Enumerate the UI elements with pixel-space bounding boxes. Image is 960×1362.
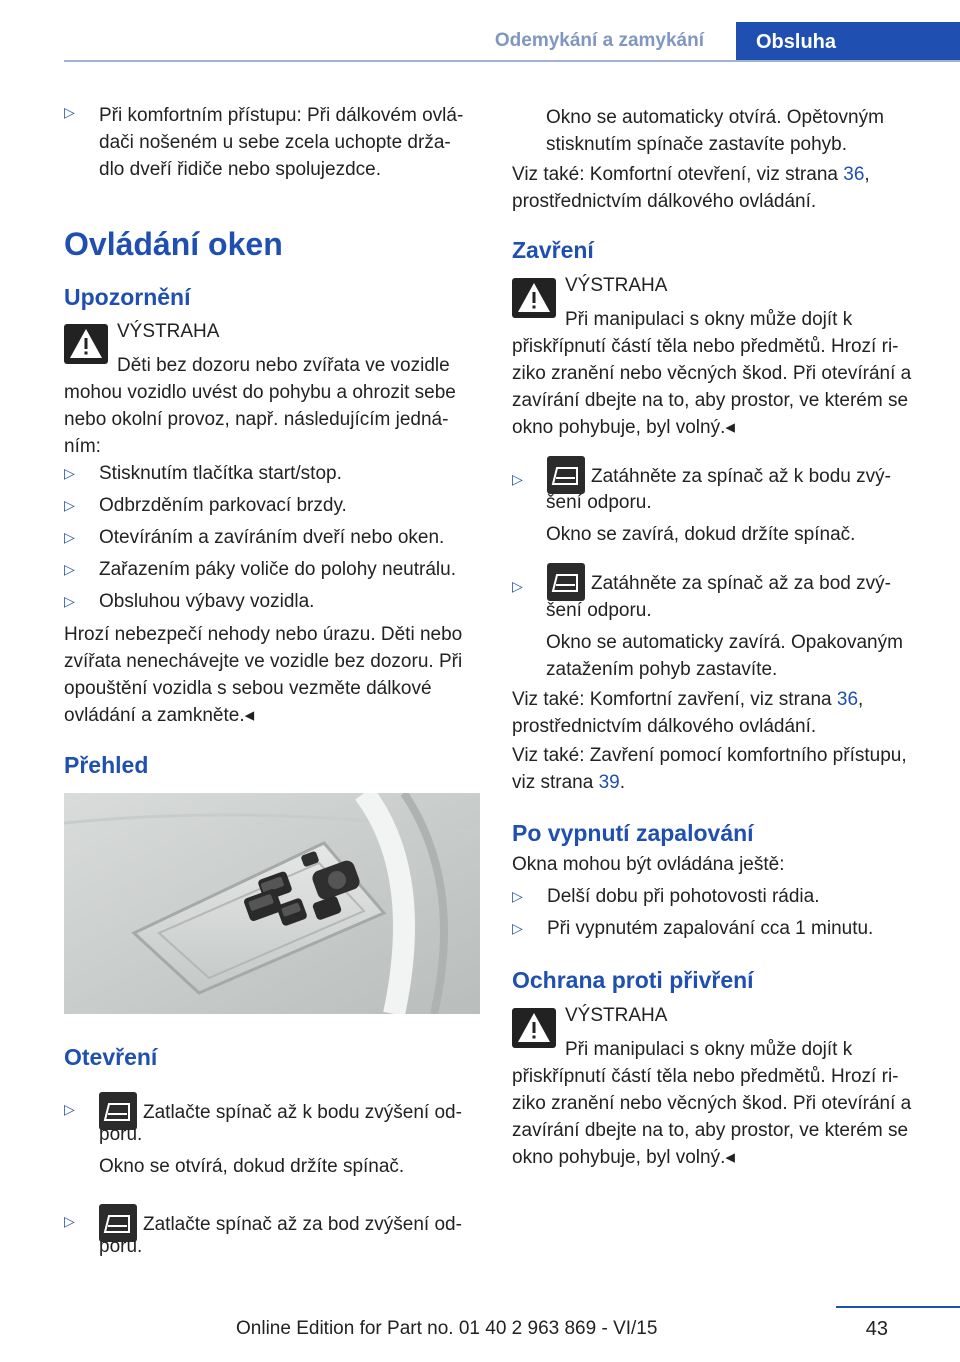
list-item bbox=[64, 460, 480, 487]
see-also-text-line2: prostřednictvím dálkového ovládání. bbox=[512, 191, 817, 212]
see-also-punct: , bbox=[858, 689, 864, 710]
see-also-punct: . bbox=[619, 772, 626, 793]
triangle-bullet-icon: ▷ bbox=[64, 497, 75, 513]
see-also-text-line2: prostřednictvím dálkového ovládání. bbox=[512, 716, 817, 737]
triangle-bullet-icon: ▷ bbox=[64, 465, 75, 481]
triangle-bullet-icon: ▷ bbox=[512, 578, 523, 594]
close-2-text-b: šení odporu. bbox=[546, 600, 652, 621]
subsection-title-otevreni: Otevření bbox=[64, 1044, 158, 1070]
triangle-bullet-icon: ▷ bbox=[512, 471, 523, 487]
list-item-text: Otevíráním a zavíráním dveří nebo oken. bbox=[99, 527, 445, 548]
warning-label: VÝSTRAHA bbox=[565, 1005, 668, 1026]
warning-text: Děti bez dozoru nebo zvířata ve vozidle mohou vozidlo uvést do pohybu a ohrozit sebe nebo okolní provoz, např. následujícím jedná-ním: bbox=[64, 355, 456, 457]
see-also-comfort-open bbox=[512, 161, 928, 215]
open-1-text-b: poru. bbox=[99, 1124, 143, 1145]
triangle-bullet-icon: ▷ bbox=[64, 104, 75, 120]
intro-item-text: Při komfortním přístupu: Při dálkovém ovlá- dači nošeném u sebe zcela uchopte drža- dlo dveří řidiče nebo spolujezdce. bbox=[99, 102, 480, 183]
list-item bbox=[64, 588, 480, 615]
warning-label: VÝSTRAHA bbox=[117, 321, 220, 342]
door-window-switch-photo bbox=[64, 793, 480, 1014]
section-title-ovladani-oken: Ovládání oken bbox=[64, 226, 283, 262]
open-2-result: Okno se automaticky otvírá. Opětovným stisknutím spínače zastavíte pohyb. bbox=[546, 107, 884, 155]
page-link-36[interactable]: 36 bbox=[843, 164, 865, 185]
vypnuti-text: Okna mohou být ovládána ještě: bbox=[512, 854, 785, 875]
close-2-result: Okno se automaticky zavírá. Opakovaným zatažením pohyb zastavíte. bbox=[546, 632, 903, 680]
close-2-text-a: Zatáhněte za spínač až za bod zvý- bbox=[591, 573, 891, 594]
subsection-title-ochrana: Ochrana proti přivření bbox=[512, 967, 754, 993]
window-switch-icon bbox=[547, 563, 585, 601]
triangle-bullet-icon: ▷ bbox=[64, 1213, 75, 1229]
page-number: 43 bbox=[865, 1318, 888, 1340]
list-item bbox=[64, 556, 480, 583]
see-also-comfort-access bbox=[512, 742, 932, 796]
warning-text-zavreni: Při manipulaci s okny může dojít k přiskřípnutí částí těla nebo předmětů. Hrozí ri-ziko zranění nebo věcných škod. Při otevírání a zavírání dbejte na to, aby prostor, ve kterém se okno pohybuje, byl volný.◂ bbox=[512, 309, 912, 438]
list-item-text: Obsluhou výbavy vozidla. bbox=[99, 591, 315, 612]
page-link-39[interactable]: 39 bbox=[598, 772, 620, 793]
list-item bbox=[512, 915, 928, 942]
triangle-bullet-icon: ▷ bbox=[64, 1101, 75, 1117]
warning-text-ochrana: Při manipulaci s okny může dojít k přiskřípnutí částí těla nebo předmětů. Hrozí ri-ziko zranění nebo věcných škod. Při otevírání a zavírání dbejte na to, aby prostor, ve kterém se okno pohybuje, byl volný.◂ bbox=[512, 1039, 912, 1168]
subsection-title-po-vypnuti: Po vypnutí zapalování bbox=[512, 820, 754, 846]
list-item bbox=[64, 492, 480, 519]
subsection-title-upozorneni: Upozornění bbox=[64, 284, 191, 310]
close-1-text-a: Zatáhněte za spínač až k bodu zvý- bbox=[591, 466, 891, 487]
page-link-36[interactable]: 36 bbox=[836, 689, 859, 710]
running-header-section: Odemykání a zamykání bbox=[494, 30, 704, 51]
see-also-text-line2: viz strana bbox=[512, 772, 599, 793]
triangle-bullet-icon: ▷ bbox=[512, 888, 523, 904]
open-1-result: Okno se otvírá, dokud držíte spínač. bbox=[99, 1156, 405, 1177]
warning-label: VÝSTRAHA bbox=[565, 275, 668, 296]
subsection-title-prehled: Přehled bbox=[64, 752, 149, 778]
open-2-text-b: poru. bbox=[99, 1236, 143, 1257]
list-item-text: Při vypnutém zapalování cca 1 minutu. bbox=[547, 918, 874, 939]
list-item bbox=[512, 883, 928, 910]
see-also-text: Viz také: Komfortní zavření, viz strana bbox=[512, 689, 837, 710]
running-header-chapter-tab[interactable]: Obsluha bbox=[736, 22, 960, 62]
footer-rule bbox=[836, 1306, 960, 1308]
see-also-text: Viz také: Zavření pomocí komfortního přístupu, bbox=[512, 745, 907, 766]
see-also-comfort-close bbox=[512, 686, 928, 740]
triangle-bullet-icon: ▷ bbox=[64, 561, 75, 577]
footer-edition: Online Edition for Part no. 01 40 2 963 869 - VI/15 bbox=[236, 1318, 658, 1339]
list-item-close-2 bbox=[512, 563, 928, 601]
list-item-text: Stisknutím tlačítka start/stop. bbox=[99, 463, 342, 484]
close-1-result: Okno se zavírá, dokud držíte spínač. bbox=[546, 524, 856, 545]
open-1-text-a: Zatlačte spínač až k bodu zvýšení od- bbox=[143, 1102, 462, 1123]
open-2-text-a: Zatlačte spínač až za bod zvýšení od- bbox=[143, 1214, 462, 1235]
triangle-bullet-icon: ▷ bbox=[64, 529, 75, 545]
see-also-punct: , bbox=[864, 164, 870, 185]
triangle-bullet-icon: ▷ bbox=[64, 593, 75, 609]
list-item-text: Zařazením páky voliče do polohy neutrálu. bbox=[99, 559, 456, 580]
header-rule bbox=[64, 60, 960, 62]
list-item-text: Delší dobu při pohotovosti rádia. bbox=[547, 886, 820, 907]
list-item bbox=[64, 524, 480, 551]
list-item-text: Odbrzděním parkovací brzdy. bbox=[99, 495, 347, 516]
warning-conclusion: Hrozí nebezpečí nehody nebo úrazu. Děti nebo zvířata nenechávejte ve vozidle bez dozoru. Při opouštění vozidla s sebou vezměte dálkové ovládání a zamkněte.◂ bbox=[64, 624, 463, 726]
close-1-text-b: šení odporu. bbox=[546, 492, 652, 513]
triangle-bullet-icon: ▷ bbox=[512, 920, 523, 936]
subsection-title-zavreni: Zavření bbox=[512, 237, 594, 263]
see-also-text: Viz také: Komfortní otevření, viz strana bbox=[512, 164, 844, 185]
